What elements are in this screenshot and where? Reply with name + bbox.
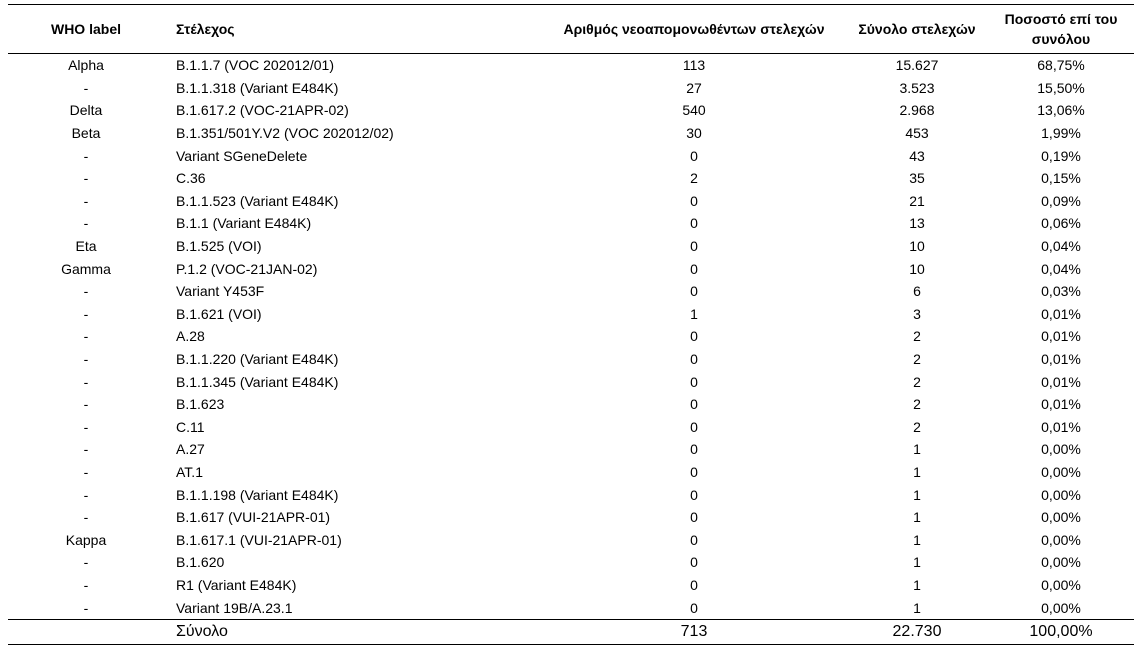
row-who-cell: -: [83, 463, 89, 480]
row-strain-cell: B.1.1.7 (VOC 202012/01): [176, 57, 334, 74]
row-who-cell: Gamma: [61, 260, 111, 277]
row-total-cell: 43: [909, 147, 925, 164]
row-pct-cell: 0,01%: [1041, 351, 1081, 368]
row-strain-cell: R1 (Variant E484K): [176, 576, 297, 593]
table-row: [8, 370, 1134, 393]
table-row: [8, 190, 1134, 213]
row-total-cell: 1: [913, 509, 921, 526]
table-row: [8, 325, 1134, 348]
row-strain-cell: A.28: [176, 328, 205, 345]
row-new-cell: 0: [690, 441, 698, 458]
row-strain-cell: B.1.1.523 (Variant E484K): [176, 192, 339, 209]
row-new-cell: 0: [690, 599, 698, 616]
row-total-cell: 10: [909, 238, 925, 255]
header-who-label: WHO label: [8, 5, 164, 54]
row-total-cell: 2: [913, 418, 921, 435]
table-row: [8, 393, 1134, 416]
row-total-cell: 3.523: [899, 79, 935, 96]
row-new-cell: 0: [690, 486, 698, 503]
row-pct-cell: 0,03%: [1041, 283, 1081, 300]
row-total-cell: 2: [913, 373, 921, 390]
table-row: [8, 461, 1134, 484]
row-strain-cell: Variant Y453F: [176, 283, 265, 300]
row-pct-cell: 0,00%: [1041, 509, 1081, 526]
row-strain-cell: P.1.2 (VOC-21JAN-02): [176, 260, 318, 277]
row-pct-cell: 0,01%: [1041, 305, 1081, 322]
row-strain-cell: B.1.351/501Y.V2 (VOC 202012/02): [176, 125, 394, 142]
total-who-cell: [8, 619, 164, 644]
row-who-cell: Beta: [71, 125, 101, 142]
row-new-cell: 0: [690, 328, 698, 345]
row-who-cell: Kappa: [65, 531, 107, 548]
row-new-cell: 30: [686, 125, 702, 142]
row-who-cell: -: [83, 147, 89, 164]
row-pct-cell: 0,19%: [1041, 147, 1081, 164]
row-pct-cell: 0,00%: [1041, 576, 1081, 593]
row-strain-cell: A.27: [176, 441, 205, 458]
header-new-isolated: Αριθμός νεοαπομονωθέντων στελεχών: [542, 5, 846, 54]
row-strain-cell: B.1.623: [176, 396, 225, 413]
row-new-cell: 0: [690, 373, 698, 390]
table-row: [8, 551, 1134, 574]
footnote-strip: [0, 644, 780, 648]
table-row: [8, 506, 1134, 529]
row-pct-cell: 0,04%: [1041, 260, 1081, 277]
total-pct-cell: 100,00%: [988, 619, 1134, 644]
row-strain-cell: B.1.617.2 (VOC-21APR-02): [176, 102, 349, 119]
table-row: [8, 528, 1134, 551]
row-strain-cell: C.36: [176, 170, 206, 187]
row-total-cell: 21: [909, 192, 925, 209]
row-strain-cell: B.1.617 (VUI-21APR-01): [176, 509, 331, 526]
row-who-cell: -: [83, 192, 89, 209]
row-strain-cell: Variant SGeneDelete: [176, 147, 308, 164]
row-total-cell: 1: [913, 554, 921, 571]
row-who-cell: -: [83, 396, 89, 413]
header-percent-of-total: Ποσοστό επί του συνόλου: [988, 5, 1134, 54]
row-total-cell: 10: [909, 260, 925, 277]
row-pct-cell: 13,06%: [1037, 102, 1085, 119]
row-new-cell: 0: [690, 215, 698, 232]
row-who-cell: -: [83, 599, 89, 616]
table-row: [8, 303, 1134, 326]
row-total-cell: 1: [913, 441, 921, 458]
row-new-cell: 0: [690, 238, 698, 255]
row-new-cell: 113: [682, 57, 706, 74]
row-total-cell: 1: [913, 599, 921, 616]
table-row: [8, 483, 1134, 506]
row-total-cell: 1: [913, 576, 921, 593]
row-pct-cell: 0,00%: [1041, 599, 1081, 616]
row-total-cell: 35: [909, 170, 925, 187]
total-new-cell: 713: [542, 619, 846, 644]
row-who-cell: Delta: [69, 102, 103, 119]
row-strain-cell: B.1.620: [176, 554, 225, 571]
table-row: [8, 54, 1134, 77]
row-who-cell: -: [83, 441, 89, 458]
table-header-row: [8, 5, 1134, 54]
row-who-cell: -: [83, 283, 89, 300]
row-total-cell: 1: [913, 463, 921, 480]
table-total-row: [8, 619, 1134, 644]
row-total-cell: 13: [909, 215, 925, 232]
table-row: [8, 348, 1134, 371]
row-pct-cell: 0,00%: [1041, 463, 1081, 480]
table-row: [8, 596, 1134, 619]
table-row: [8, 438, 1134, 461]
row-new-cell: 2: [690, 170, 698, 187]
row-strain-cell: AT.1: [176, 463, 203, 480]
row-who-cell: -: [83, 576, 89, 593]
total-total-cell: 22.730: [846, 619, 988, 644]
row-pct-cell: 0,01%: [1041, 373, 1081, 390]
row-pct-cell: 68,75%: [1037, 57, 1085, 74]
table-body: [8, 54, 1134, 620]
header-total-strains: Σύνολο στελεχών: [846, 5, 988, 54]
row-pct-cell: 0,15%: [1041, 170, 1081, 187]
table-row: [8, 235, 1134, 258]
row-who-cell: Alpha: [68, 57, 104, 74]
row-total-cell: 2.968: [899, 102, 935, 119]
row-new-cell: 0: [690, 351, 698, 368]
row-who-cell: -: [83, 79, 89, 96]
table-row: [8, 99, 1134, 122]
row-strain-cell: B.1.1 (Variant E484K): [176, 215, 312, 232]
row-total-cell: 6: [913, 283, 921, 300]
row-who-cell: -: [83, 554, 89, 571]
row-new-cell: 0: [690, 463, 698, 480]
row-new-cell: 0: [690, 260, 698, 277]
header-strain: Στέλεχος: [164, 5, 542, 54]
row-strain-cell: B.1.1.198 (Variant E484K): [176, 486, 339, 503]
row-who-cell: -: [83, 351, 89, 368]
row-strain-cell: B.1.525 (VOI): [176, 238, 262, 255]
row-new-cell: 0: [690, 531, 698, 548]
row-pct-cell: 0,06%: [1041, 215, 1081, 232]
table-row: [8, 167, 1134, 190]
row-total-cell: 1: [913, 531, 921, 548]
row-strain-cell: B.1.621 (VOI): [176, 305, 262, 322]
row-new-cell: 1: [690, 305, 698, 322]
row-pct-cell: 1,99%: [1041, 125, 1081, 142]
table-row: [8, 144, 1134, 167]
row-new-cell: 27: [686, 79, 702, 96]
row-who-cell: -: [83, 418, 89, 435]
row-new-cell: 0: [690, 192, 698, 209]
row-pct-cell: 0,00%: [1041, 531, 1081, 548]
row-pct-cell: 0,01%: [1041, 418, 1081, 435]
table-row: [8, 574, 1134, 597]
variant-table-container: [8, 4, 1134, 645]
row-who-cell: -: [83, 170, 89, 187]
variant-strain-table: [8, 4, 1134, 645]
table-row: [8, 77, 1134, 100]
total-label-cell: Σύνολο: [164, 619, 542, 644]
row-who-cell: -: [83, 373, 89, 390]
row-new-cell: 0: [690, 147, 698, 164]
row-new-cell: 0: [690, 509, 698, 526]
row-total-cell: 2: [913, 351, 921, 368]
row-total-cell: 15.627: [895, 57, 939, 74]
row-pct-cell: 0,01%: [1041, 396, 1081, 413]
row-new-cell: 0: [690, 396, 698, 413]
row-pct-cell: 0,00%: [1041, 486, 1081, 503]
row-who-cell: -: [83, 328, 89, 345]
row-strain-cell: B.1.1.318 (Variant E484K): [176, 79, 339, 96]
row-pct-cell: 0,09%: [1041, 192, 1081, 209]
row-strain-cell: C.11: [176, 418, 205, 435]
row-new-cell: 540: [682, 102, 706, 119]
row-total-cell: 2: [913, 328, 921, 345]
row-pct-cell: 0,00%: [1041, 554, 1081, 571]
row-total-cell: 2: [913, 396, 921, 413]
row-who-cell: Eta: [75, 238, 97, 255]
row-who-cell: -: [83, 215, 89, 232]
row-strain-cell: B.1.617.1 (VUI-21APR-01): [176, 531, 342, 548]
table-row: [8, 280, 1134, 303]
row-who-cell: -: [83, 305, 89, 322]
row-strain-cell: Variant 19B/A.23.1: [176, 599, 293, 616]
table-row: [8, 212, 1134, 235]
row-new-cell: 0: [690, 418, 698, 435]
table-row: [8, 122, 1134, 145]
row-new-cell: 0: [690, 283, 698, 300]
row-pct-cell: 0,04%: [1041, 238, 1081, 255]
row-new-cell: 0: [690, 576, 698, 593]
row-who-cell: -: [83, 509, 89, 526]
row-strain-cell: B.1.1.345 (Variant E484K): [176, 373, 339, 390]
row-pct-cell: 0,00%: [1041, 441, 1081, 458]
row-pct-cell: 15,50%: [1037, 79, 1085, 96]
row-who-cell: -: [83, 486, 89, 503]
row-total-cell: 1: [913, 486, 921, 503]
row-total-cell: 3: [913, 305, 921, 322]
row-pct-cell: 0,01%: [1041, 328, 1081, 345]
row-total-cell: 453: [905, 125, 929, 142]
row-new-cell: 0: [690, 554, 698, 571]
table-row: [8, 257, 1134, 280]
table-row: [8, 416, 1134, 439]
row-strain-cell: B.1.1.220 (Variant E484K): [176, 351, 339, 368]
